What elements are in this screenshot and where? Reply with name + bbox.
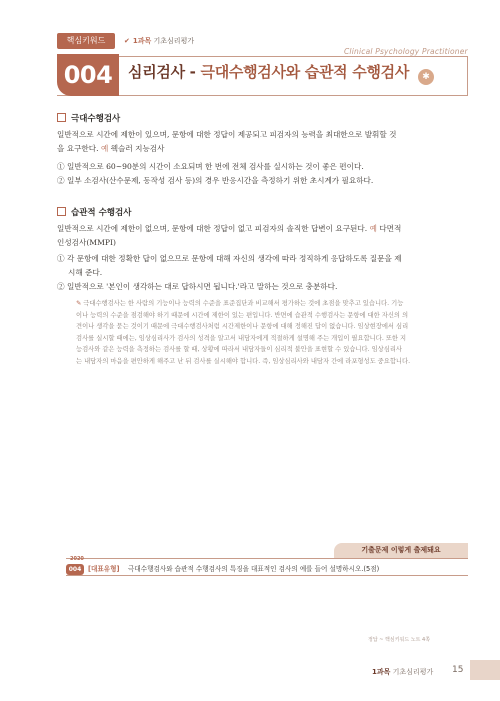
section2-intro [57, 222, 469, 250]
section2-items [57, 252, 469, 294]
keyword-number: 004 [57, 54, 119, 96]
subject-label [124, 36, 194, 46]
exam-question: 극대수행검사와 습관적 수행검사의 특징을 대표적인 검사의 예를 들어 설명하시오.(5점) [128, 565, 380, 573]
keyword-tag: 핵심키워드 [57, 33, 115, 49]
example-marker: 예 [100, 144, 109, 153]
page-title [128, 61, 409, 82]
subject-name: 기초심리평가 [153, 37, 195, 45]
section2-intro-line2: 인성검사(MMPI) [57, 238, 116, 247]
checkbox-square-icon [57, 207, 66, 216]
section1-intro-line2 [57, 142, 469, 156]
section1-item-2: ② 일부 소검사(산수문제, 동작성 검사 등)의 경우 반응시간을 측정하기 위한 초시계가 필요하다. [57, 176, 374, 185]
section1-intro [57, 128, 469, 156]
exam-type: [대표유형] [88, 565, 120, 573]
section2-item-1-cont: 시해 준다. [68, 268, 103, 277]
answer-reference: 정답 ~ 핵심키워드 노트 4쪽 [368, 637, 431, 643]
section-heading-2 [57, 206, 131, 218]
note-line: 검사를 실시할 때에는, 임상심리사가 검사의 성격을 알고서 내담자에게 적절하게 설명해 주는 개입이 필요합니다. 또한 지 [76, 334, 407, 342]
section1-items [57, 160, 469, 188]
section2-item-2: ② 일반적으로 '본인이 생각하는 대로 답하시면 됩니다.'라고 말하는 것으로 충분하다. [57, 282, 338, 291]
section2-item-1: ① 각 문항에 대한 정확한 답이 없으므로 문항에 대해 자신의 생각에 따라 정직하게 응답하도록 질문을 제 [57, 254, 402, 263]
section-heading-2-text: 습관적 수행검사 [71, 208, 132, 218]
note-line: 는 내담자의 마음을 편안하게 해주고 난 뒤 검사를 실시해야 합니다. 즉, 임상심리사와 내담자 간에 라포형성도 중요합니다. [76, 357, 411, 365]
star-icon: ✱ [418, 69, 434, 85]
section1-example-text: 웩슬러 지능검사 [110, 144, 165, 153]
note-line: 견이나 생각을 묻는 것이기 때문에 극대수행검사처럼 시간제한이나 문항에 대해 정해진 답이 없습니다. 임상현장에서 심리 [76, 323, 409, 331]
page-edge-tab [470, 660, 500, 680]
section1-item-1: ① 일반적으로 60~90분의 시간이 소요되며 한 번에 전체 검사를 실시하는 것이 좋은 편이다. [57, 162, 364, 171]
title-sub: 극대수행검사와 습관적 수행검사 [200, 63, 410, 81]
section2-intro-line1 [57, 222, 469, 236]
section-heading-1 [57, 112, 120, 124]
pencil-note-icon: ✎ [76, 300, 82, 307]
section2-intro-text: 일반적으로 시간에 제한이 없으며, 문항에 대한 정답이 없고 피검자의 솔직한 답변이 요구된다. [57, 224, 368, 233]
footer-chapter [372, 667, 433, 677]
brand-label: Clinical Psychology Practitioner [344, 47, 468, 56]
section2-example-text: 다면적 [379, 224, 402, 233]
title-main: 심리검사 - [128, 63, 196, 81]
note-line: ✎ 극대수행검사는 한 사람의 기능이나 능력의 수준을 표준집단과 비교해서 평가하는 것에 초점을 맞추고 있습니다. 기능 [76, 300, 404, 307]
section1-intro-line1: 일반적으로 시간에 제한이 있으며, 문항에 대한 정답이 제공되고 피검자의 능력을 최대한으로 발휘할 것 [57, 130, 397, 139]
page-number: 15 [452, 665, 464, 675]
note-line: 이나 능력의 수준을 점검해야 하기 때문에 시간에 제한이 있는 편입니다. 반면에 습관적 수행검사는 문항에 대한 자신의 의 [76, 311, 409, 319]
example-marker: 예 [369, 224, 377, 233]
note-line: 능검사와 같은 능력을 측정하는 검사를 할 때, 상황에 따라서 내담자들이 심리적 불안을 표현할 수 있습니다. 임상심리사 [76, 346, 403, 354]
check-icon: ✔ [124, 37, 130, 45]
exam-number-badge: 004 [66, 564, 84, 575]
section1-intro-text: 을 요구한다. [57, 144, 99, 153]
exam-year: 2020 [70, 556, 84, 562]
footer-chapter-prefix: 1과목 [372, 668, 391, 676]
footer-chapter-name: 기초심리평가 [392, 668, 434, 676]
commentary-note [76, 298, 470, 368]
exam-section-label: 기출문제 이렇게 출제돼요 [334, 543, 468, 558]
section-heading-1-text: 극대수행검사 [71, 114, 121, 124]
checkbox-square-icon [57, 113, 66, 122]
subject-prefix: 1과목 [132, 37, 152, 45]
